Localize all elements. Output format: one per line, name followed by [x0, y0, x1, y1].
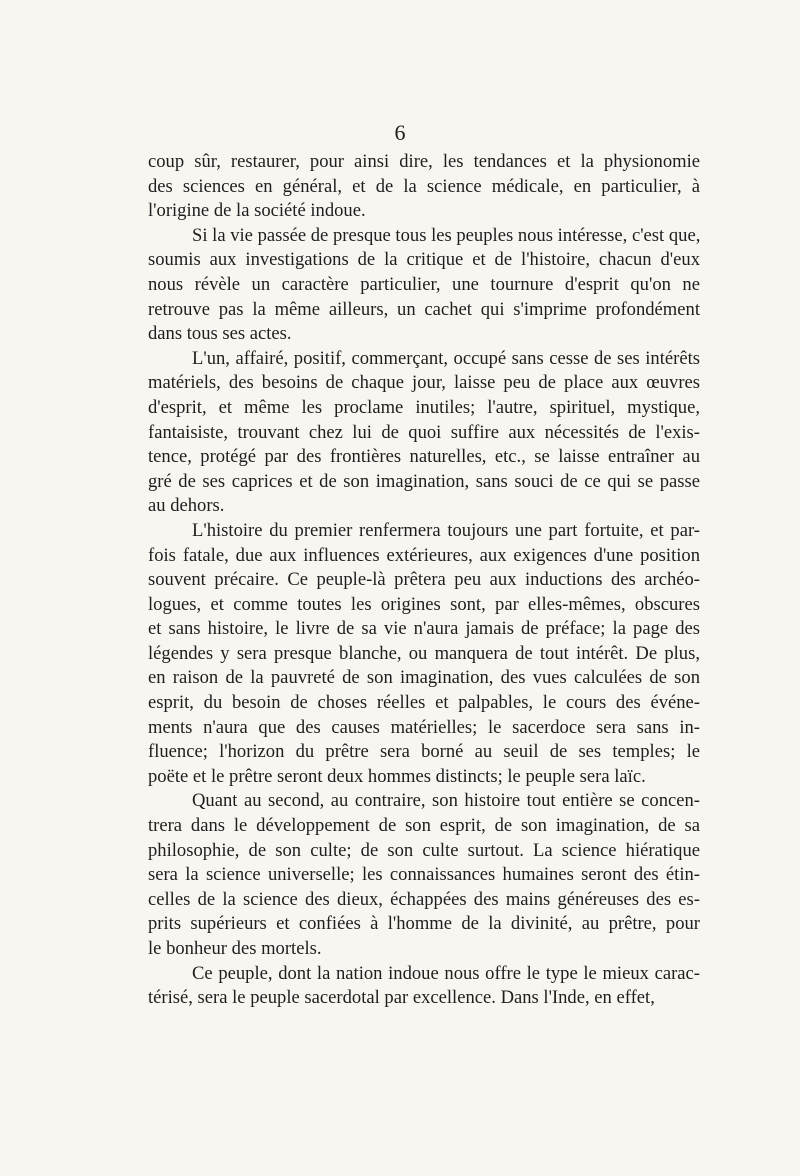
paragraph: [148, 347, 700, 519]
text-line: esprit, du besoin de choses réelles et palpables, le cours des événe-: [148, 692, 700, 714]
text-line: des sciences en général, et de la science médicale, en particulier, à: [148, 175, 700, 197]
text-line: prits supérieurs et confiées à l'homme de la divinité, au prêtre, pour: [148, 913, 700, 935]
text-line: nous révèle un caractère particulier, une tournure d'esprit qu'on ne: [148, 273, 700, 295]
body-text: [148, 150, 700, 1011]
text-line: légendes y sera presque blanche, ou manquera de tout intérêt. De plus,: [148, 642, 700, 664]
text-line: celles de la science des dieux, échappées des mains généreuses des es-: [148, 888, 700, 910]
text-line: soumis aux investigations de la critique et de l'histoire, chacun d'eux: [148, 249, 700, 271]
text-line: fluence; l'horizon du prêtre sera borné au seuil de ses temples; le: [148, 741, 700, 763]
text-line: térisé, sera le peuple sacerdotal par excellence. Dans l'Inde, en effet,: [148, 987, 655, 1009]
text-line: fantaisiste, trouvant chez lui de quoi suffire aux nécessités de l'exis-: [148, 421, 700, 443]
paragraph: [148, 150, 700, 224]
text-line: souvent précaire. Ce peuple-là prêtera peu aux inductions des archéo-: [148, 569, 700, 591]
text-line: au dehors.: [148, 495, 225, 517]
text-line: logues, et comme toutes les origines sont, par elles-mêmes, obscures: [148, 593, 700, 615]
paragraph: [148, 789, 700, 961]
paragraph: [148, 519, 700, 790]
text-line: matériels, des besoins de chaque jour, laisse peu de place aux œuvres: [148, 372, 700, 394]
text-line: d'esprit, et même les proclame inutiles; l'autre, spirituel, mystique,: [148, 396, 700, 418]
text-line: dans tous ses actes.: [148, 323, 292, 345]
text-line: retrouve pas la même ailleurs, un cachet qui s'imprime profondément: [148, 298, 700, 320]
text-line: coup sûr, restaurer, pour ainsi dire, les tendances et la physionomie: [148, 151, 700, 172]
text-line: poëte et le prêtre seront deux hommes distincts; le peuple sera laïc.: [148, 765, 646, 787]
text-line: Si la vie passée de presque tous les peuples nous intéresse, c'est que,: [192, 224, 701, 246]
text-line: sera la science universelle; les connaissances humaines seront des étin-: [148, 864, 700, 886]
text-line: et sans histoire, le livre de sa vie n'aura jamais de préface; la page des: [148, 618, 700, 640]
text-line: philosophie, de son culte; de son culte surtout. La science hiératique: [148, 839, 700, 861]
text-line: le bonheur des mortels.: [148, 938, 322, 959]
text-line: en raison de la pauvreté de son imagination, des vues calculées de son: [148, 667, 700, 689]
page-number: 6: [394, 120, 406, 145]
text-line: Ce peuple, dont la nation indoue nous offre le type le mieux carac-: [192, 962, 700, 984]
text-line: ments n'aura que des causes matérielles; le sacerdoce sera sans in-: [148, 716, 700, 738]
text-line: l'origine de la société indoue.: [148, 200, 366, 222]
text-line: L'un, affairé, positif, commerçant, occupé sans cesse de ses intérêts: [192, 347, 700, 369]
text-line: gré de ses caprices et de son imagination, sans souci de ce qui se passe: [148, 470, 700, 492]
paragraph: [148, 224, 700, 347]
text-line: trera dans le développement de son esprit, de son imagination, de sa: [148, 815, 700, 837]
text-line: L'histoire du premier renfermera toujours une part fortuite, et par-: [192, 519, 700, 541]
paragraph: [148, 962, 700, 1011]
text-line: fois fatale, due aux influences extérieures, aux exigences d'une position: [148, 544, 700, 566]
text-line: Quant au second, au contraire, son histoire tout entière se concen-: [192, 790, 700, 812]
text-line: tence, protégé par des frontières naturelles, etc., se laisse entraîner au: [148, 446, 700, 468]
